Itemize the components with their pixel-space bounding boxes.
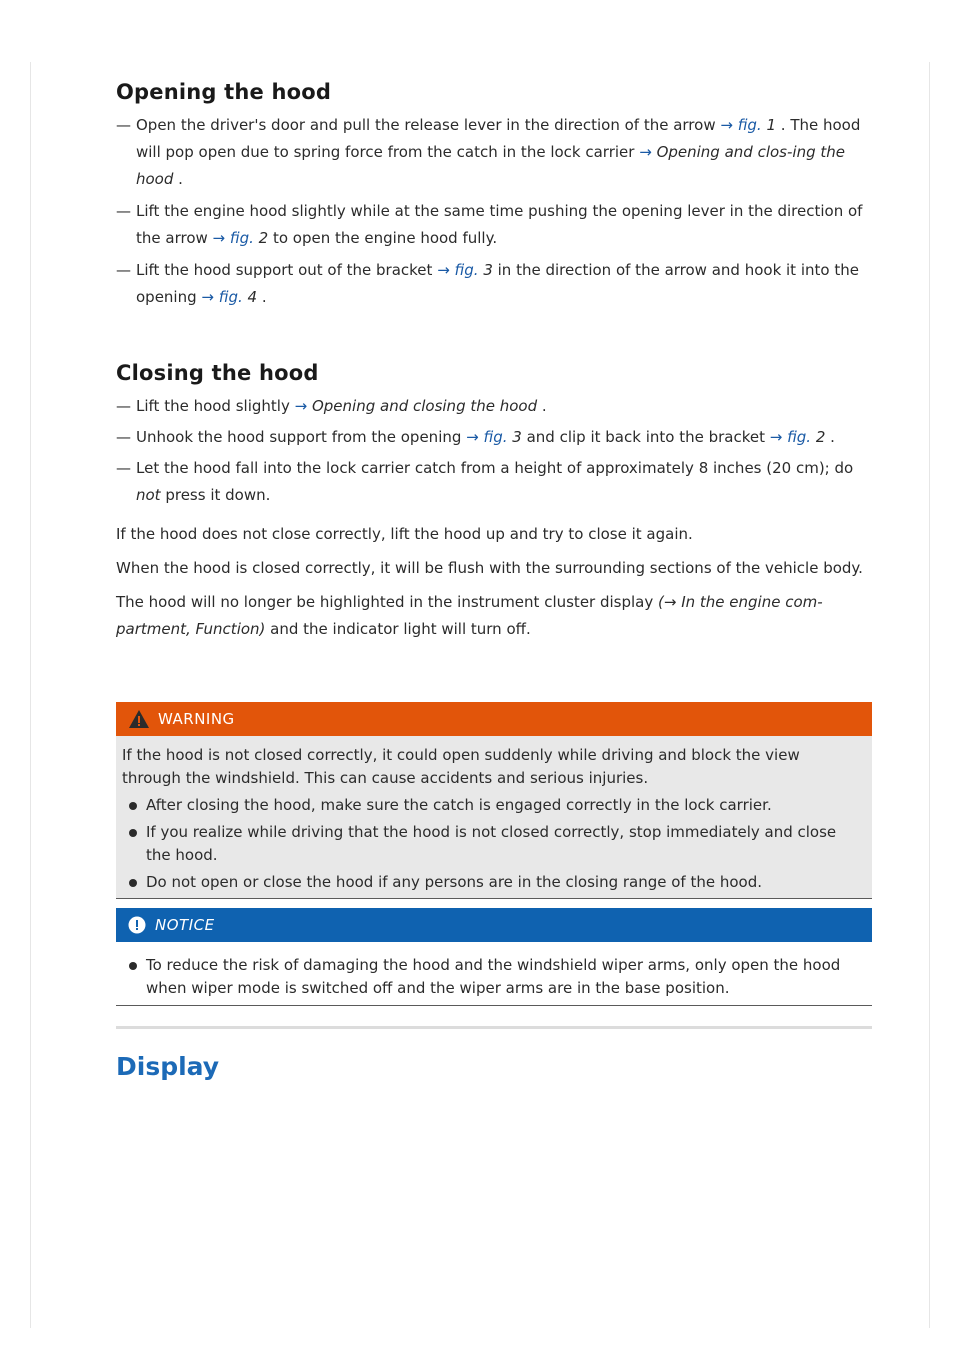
section-divider (116, 1026, 872, 1029)
exclamation-circle-icon (128, 916, 146, 934)
bullet-dot (129, 802, 137, 810)
warning-body (116, 736, 872, 899)
warning-header (116, 702, 872, 736)
opening-step-3: — Lift the hood support out of the bracket → fig. 3 in the direction of the arrow and hook it into the opening → fig. 4 . (116, 257, 872, 311)
closing-step-2: — Unhook the hood support from the opening → fig. 3 and clip it back into the bracket → fig. 2 . (116, 424, 872, 451)
page-border-right (929, 62, 930, 1328)
warning-label: WARNING (158, 710, 235, 728)
dash-marker: — (116, 459, 131, 477)
fig-3-link[interactable]: fig. 3 (483, 428, 522, 446)
closing-section (116, 361, 872, 385)
dash-marker: — (116, 397, 131, 415)
fig-2-link[interactable]: fig. 2 (229, 229, 269, 247)
notice-box (116, 908, 872, 1006)
dash-marker: — (116, 261, 131, 279)
closing-paragraph-3: The hood will no longer be highlighted in the instrument cluster display (→ In the engine com-partment, Function) and the indicator light will turn off. (116, 593, 823, 638)
fig-4-link[interactable]: fig. 4 (218, 288, 258, 306)
arrow-right-icon: → (769, 428, 783, 446)
arrow-right-icon: → (212, 229, 226, 247)
arrow-right-icon: → (639, 143, 652, 161)
engine-compartment-function-link[interactable]: (→ In the engine com-partment, Function) (116, 593, 823, 638)
warning-box (116, 702, 872, 899)
fig-1-link[interactable]: fig. 1 (737, 116, 777, 134)
bullet-dot (129, 962, 137, 970)
arrow-right-icon: → (294, 397, 308, 415)
warning-bullet: If you realize while driving that the hood is not closed correctly, stop immediately and close the hood. (122, 821, 856, 867)
fig-2-link[interactable]: fig. 2 (787, 428, 826, 446)
display-section-title: Display (116, 1052, 220, 1081)
warning-bullet: Do not open or close the hood if any persons are in the closing range of the hood. (122, 871, 856, 894)
opening-step-1: — Open the driver's door and pull the release lever in the direction of the arrow → fig. 1 . The hood will pop open due to spring force from the catch in the lock carrier → Opening and clos-ing the hood . (116, 112, 872, 193)
bullet-dot (129, 829, 137, 837)
dash-marker: — (116, 202, 131, 220)
warning-triangle-icon (128, 709, 150, 729)
opening-title: Opening the hood (116, 80, 332, 104)
dash-marker: — (116, 116, 131, 134)
closing-step-3: — Let the hood fall into the lock carrier catch from a height of approximately 8 inches (20 cm); do not press it down. (116, 455, 872, 509)
notice-body (116, 942, 872, 1006)
closing-title: Closing the hood (116, 361, 319, 385)
closing-steps (116, 393, 872, 643)
fig-3-link[interactable]: fig. 3 (454, 261, 493, 279)
page-border-left (30, 62, 31, 1328)
notice-bullet: To reduce the risk of damaging the hood and the windshield wiper arms, only open the hood when wiper mode is switched off and the wiper arms are in the base position. (122, 954, 856, 1000)
opening-closing-hood-link[interactable]: Opening and clos-ing the hood (136, 143, 845, 188)
notice-header (116, 908, 872, 942)
closing-step-1: — Lift the hood slightly → Opening and closing the hood . (116, 393, 872, 420)
opening-section (116, 80, 872, 104)
bullet-dot (129, 879, 137, 887)
arrow-right-icon: → (201, 288, 214, 306)
warning-bullet: After closing the hood, make sure the catch is engaged correctly in the lock carrier. (122, 794, 856, 817)
opening-step-2: — Lift the engine hood slightly while at the same time pushing the opening lever in the direction of the arrow → fig. 2 to open the engine hood fully. (116, 198, 872, 252)
closing-paragraph-1: If the hood does not close correctly, lift the hood up and try to close it again. (116, 525, 693, 543)
emphasis-not: not (136, 486, 161, 504)
notice-label: NOTICE (155, 916, 215, 934)
warning-intro: If the hood is not closed correctly, it could open suddenly while driving and block the view through the windshield. This can cause accidents and serious injuries. (122, 746, 800, 787)
arrow-right-icon: → (437, 261, 450, 279)
arrow-right-icon: → (466, 428, 479, 446)
dash-marker: — (116, 428, 131, 446)
arrow-right-icon: → (720, 116, 733, 134)
opening-closing-hood-link[interactable]: Opening and closing the hood (311, 397, 538, 415)
closing-paragraph-2: When the hood is closed correctly, it will be flush with the surrounding sections of the vehicle body. (116, 559, 863, 577)
opening-steps (116, 112, 872, 311)
